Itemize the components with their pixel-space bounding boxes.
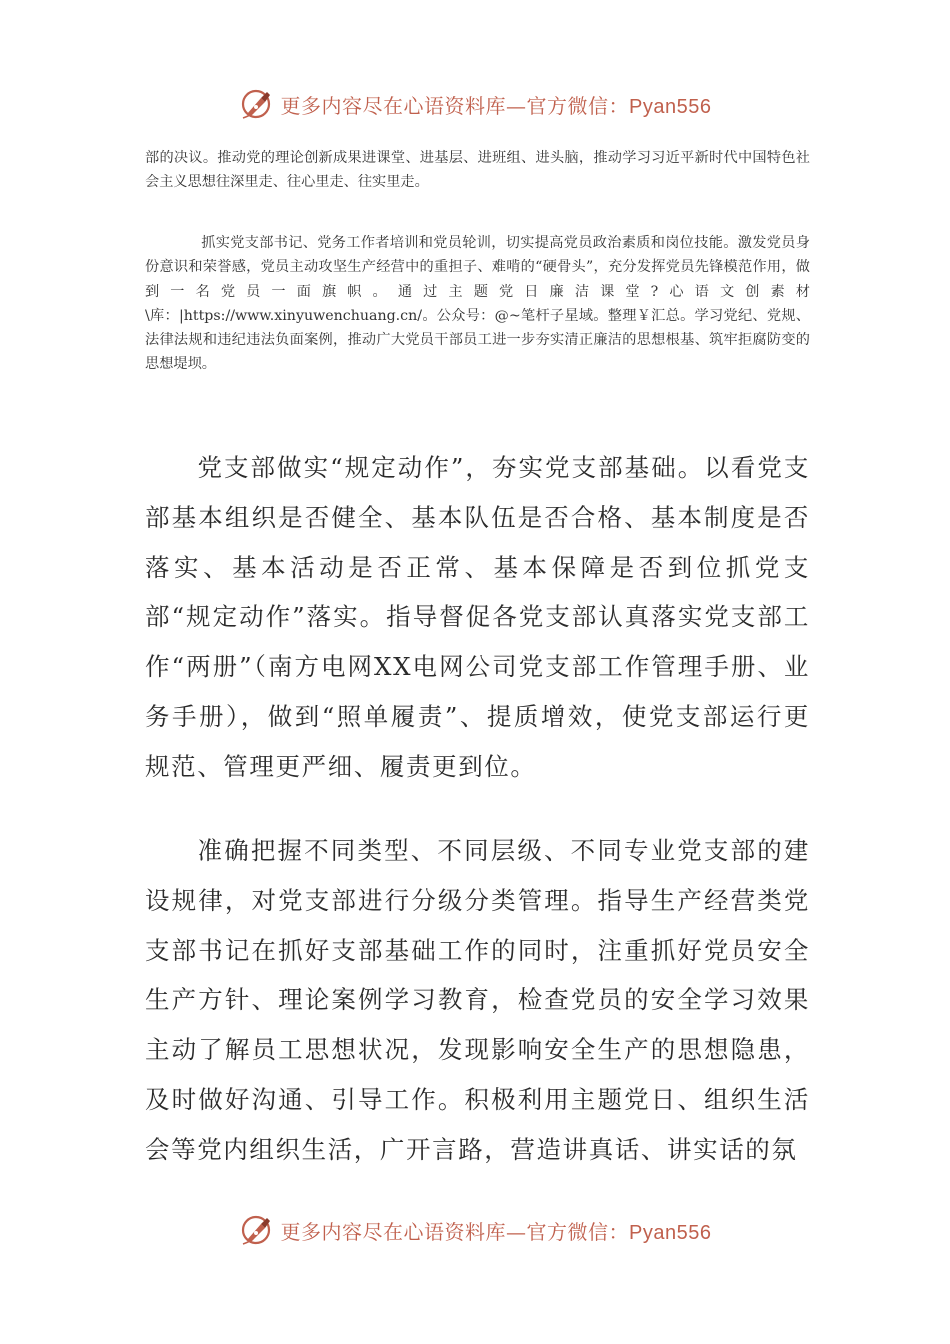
- paragraph-training: [145, 231, 810, 377]
- banner-text: 更多内容尽在心语资料库—官方微信：Pyan556: [280, 93, 712, 118]
- paragraph-training-text: 抓实党支部书记、党务工作者培训和党员轮训，切实提高党员政治素质和岗位技能。激发党员身份意识和荣誉感，党员主动攻坚生产经营中的重担子、难啃的“硬骨头”，充分发挥党员先锋模范作用，做到一名党员一面旗帜。通过主题党日廉洁课堂?心语文创素材\库：|https://www.xinyuwenchuang.cn/。公众号：@~笔杆子星域。整理￥汇总。学习党纪、党规、法律法规和违纪违法负面案例，推动广大党员干部员工进一步夯实清正廉洁的思想根基、筑牢拒腐防变的思想堤坝。: [145, 235, 810, 373]
- paragraph-prescribed-actions: [145, 443, 810, 792]
- pen-nib-logo-icon: [239, 1212, 275, 1248]
- footer-banner: [0, 1208, 950, 1252]
- paragraph-classified-management-text: 准确把握不同类型、不同层级、不同专业党支部的建设规律，对党支部进行分级分类管理。指导生产经营类党支部书记在抓好支部基础工作的同时，注重抓好党员安全生产方针、理论案例学习教育，检查党员的安全学习效果主动了解员工思想状况，发现影响安全生产的思想隐患，及时做好沟通、引导工作。积极利用主题党日、组织生活会等党内组织生活，广开言路，营造讲真话、讲实话的氛: [145, 836, 810, 1164]
- paragraph-continuation: 部的决议。推动党的理论创新成果进课堂、进基层、进班组、进头脑，推动学习习近平新时代中国特色社会主义思想往深里走、往心里走、往实里走。: [145, 150, 810, 191]
- header-banner: [0, 82, 950, 126]
- paragraph-prescribed-actions-text: 党支部做实“规定动作”，夯实党支部基础。以看党支部基本组织是否健全、基本队伍是否合格、基本制度是否落实、基本活动是否正常、基本保障是否到位抓党支部“规定动作”落实。指导督促各党支部认真落实党支部工作“两册”（南方电网XX电网公司党支部工作管理手册、业务手册），做到“照单履责”、提质增效，使党支部运行更规范、管理更严细、履责更到位。: [145, 453, 810, 781]
- paragraph-classified-management: [145, 826, 810, 1175]
- banner-text: 更多内容尽在心语资料库—官方微信：Pyan556: [280, 1219, 712, 1244]
- wechat-id: Pyan556: [629, 95, 712, 118]
- wechat-id: Pyan556: [629, 1221, 712, 1244]
- pen-nib-logo-icon: [239, 86, 275, 122]
